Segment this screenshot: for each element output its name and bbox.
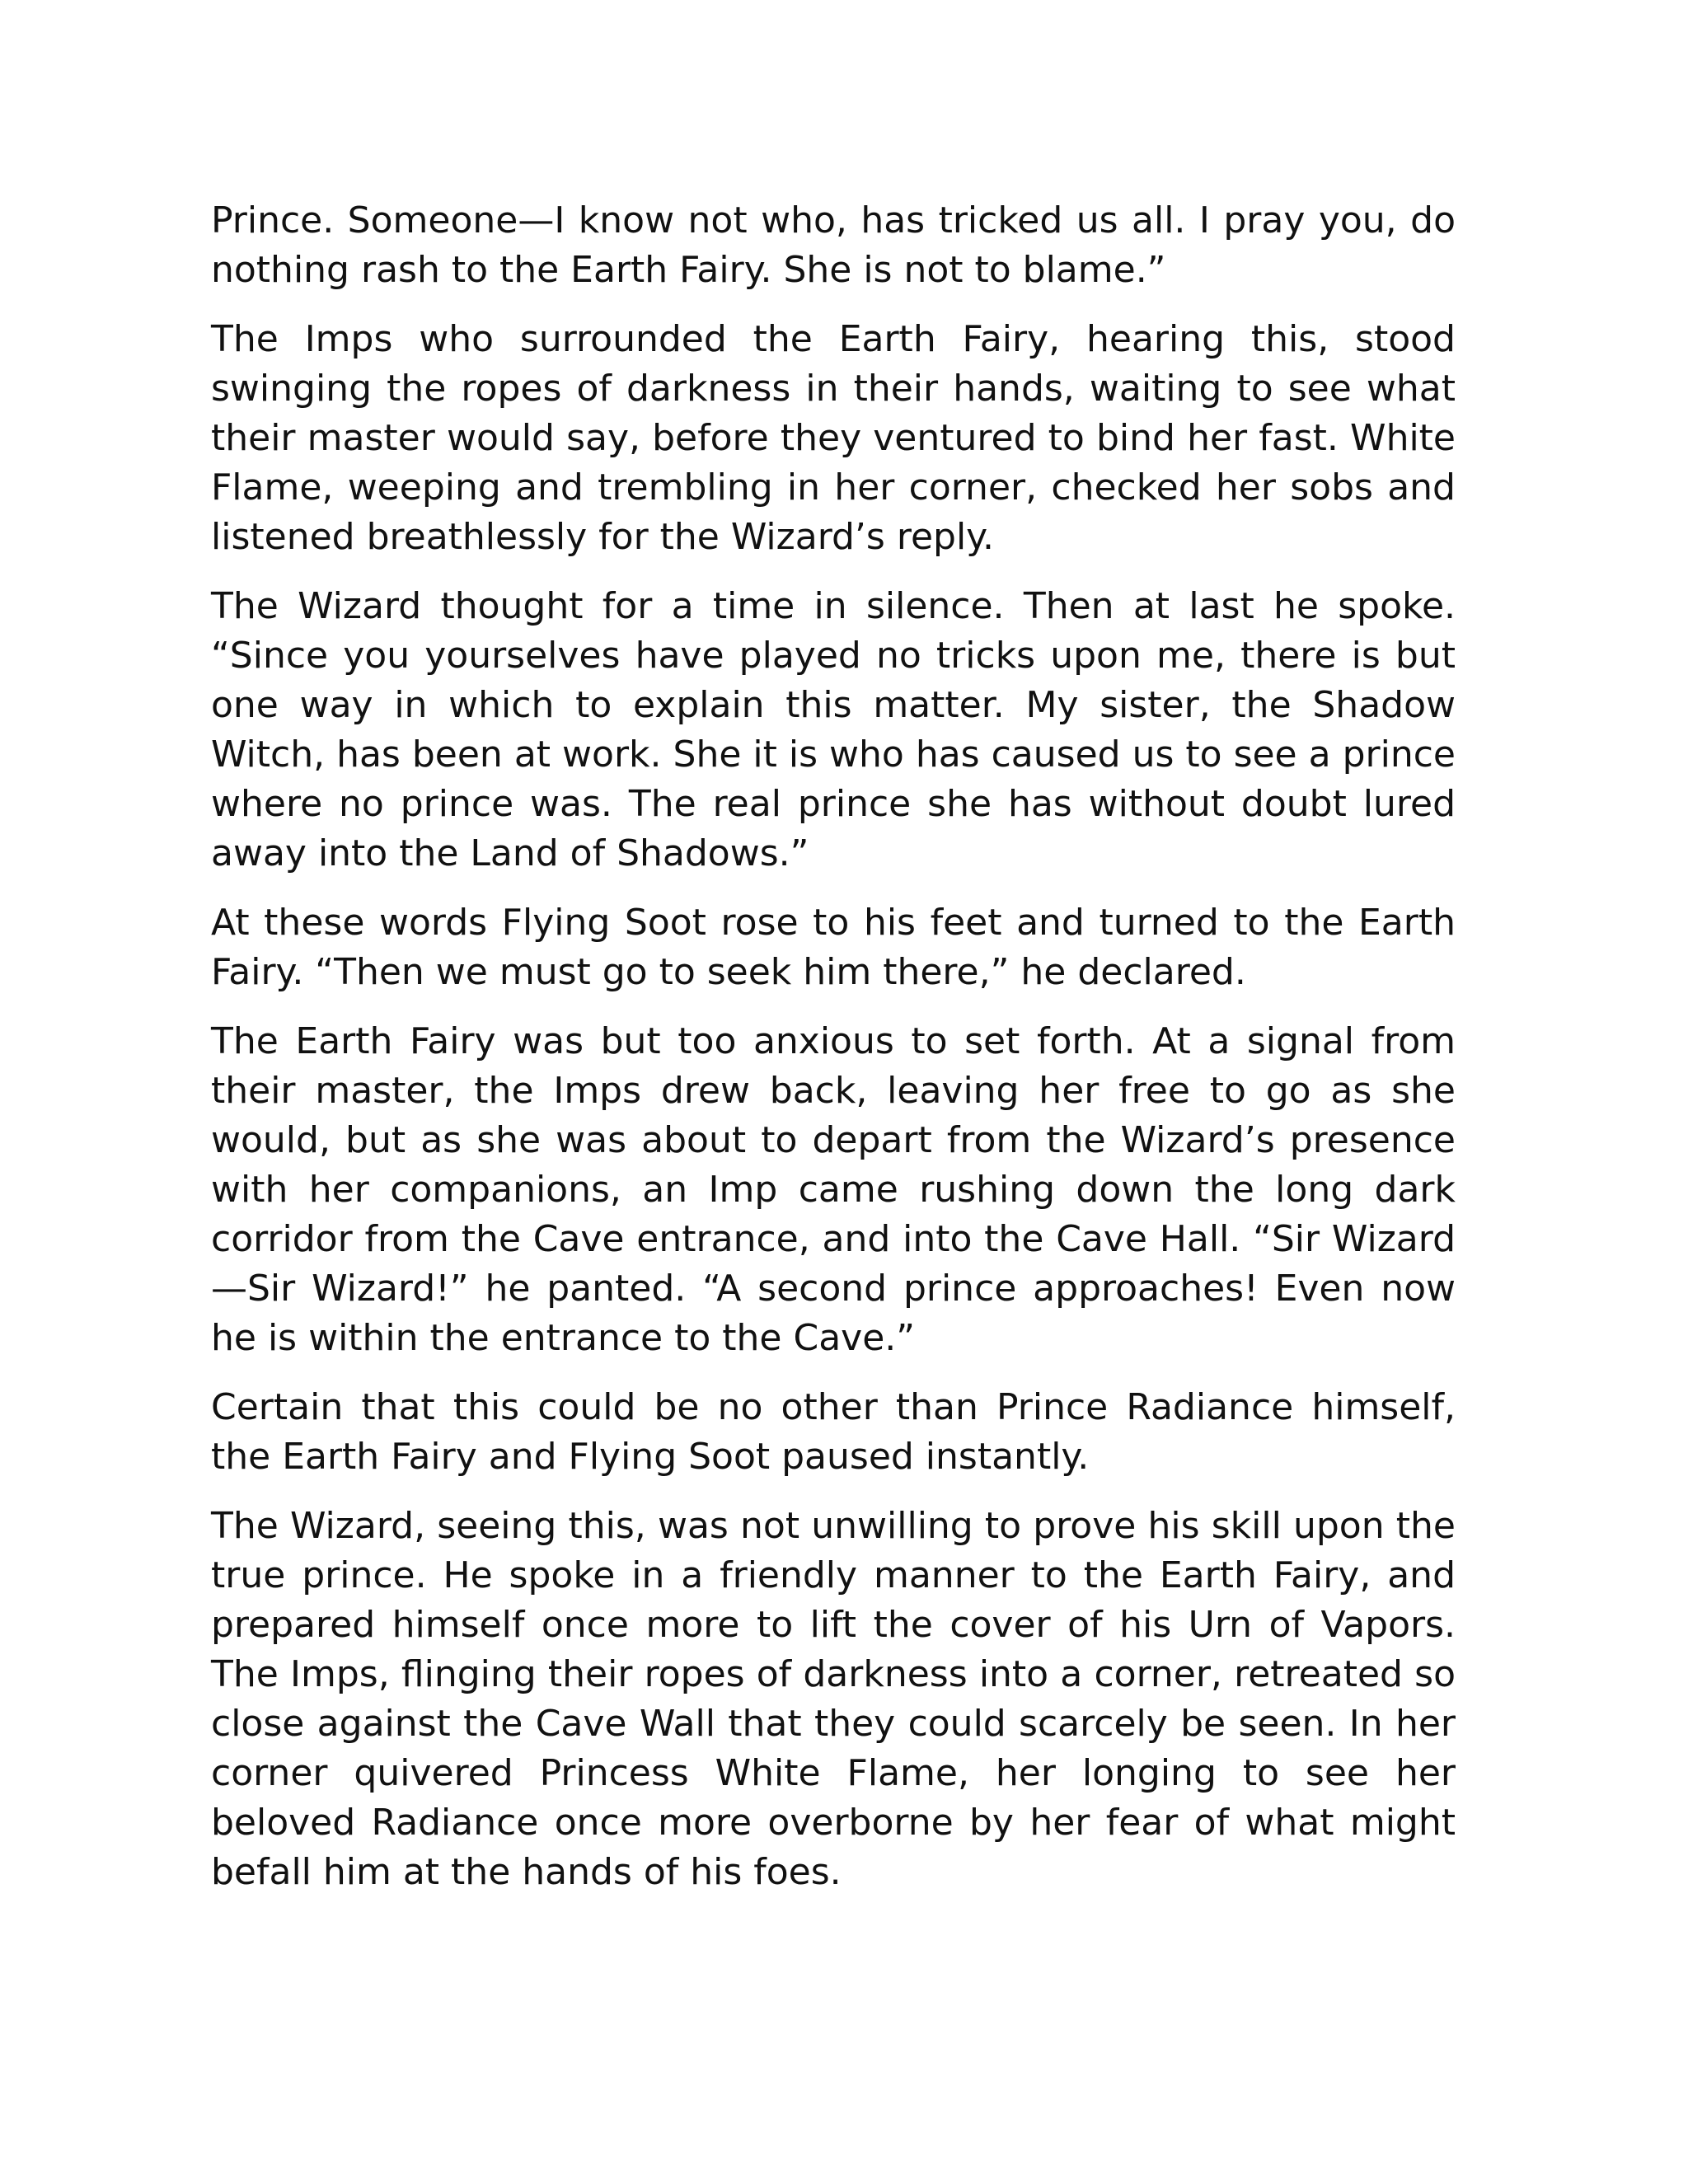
paragraph: Prince. Someone—I know not who, has tricked us all. I pray you, do nothing rash to the Earth Fairy. She is not to blame.”	[211, 199, 1456, 291]
paragraph: The Wizard thought for a time in silence. Then at last he spoke. “Since you yourselves have played no tricks upon me, there is but one way in which to explain this matter. My sister, the Shadow Witch, has been at work. She it is who has caused us to see a prince where no prince was. The real prince she has without doubt lured away into the Land of Shadows.”	[211, 585, 1456, 874]
paragraph: Certain that this could be no other than Prince Radiance himself, the Earth Fairy and Flying Soot paused instantly.	[211, 1386, 1456, 1478]
paragraph: The Imps who surrounded the Earth Fairy, hearing this, stood swinging the ropes of darkness in their hands, waiting to see what their master would say, before they ventured to bind her fast. White Flame, weeping and trembling in her corner, checked her sobs and listened breathlessly for the Wizard’s reply.	[211, 318, 1456, 558]
body-text	[211, 196, 1456, 1917]
paragraph: At these words Flying Soot rose to his feet and turned to the Earth Fairy. “Then we must go to seek him there,” he declared.	[211, 902, 1456, 993]
paragraph: The Earth Fairy was but too anxious to set forth. At a signal from their master, the Imps drew back, leaving her free to go as she would, but as she was about to depart from the Wizard’s presence with her companions, an Imp came rushing down the long dark corridor from the Cave entrance, and into the Cave Hall. “Sir Wizard —Sir Wizard!” he panted. “A second prince approaches! Even now he is within the entrance to the Cave.”	[211, 1020, 1456, 1359]
paragraph: The Wizard, seeing this, was not unwilling to prove his skill upon the true prince. He spoke in a friendly manner to the Earth Fairy, and prepared himself once more to lift the cover of his Urn of Vapors. The Imps, flinging their ropes of darkness into a corner, retreated so close against the Cave Wall that they could scarcely be seen. In her corner quivered Princess White Flame, her longing to see her beloved Radiance once more overborne by her fear of what might befall him at the hands of his foes.	[211, 1505, 1456, 1893]
